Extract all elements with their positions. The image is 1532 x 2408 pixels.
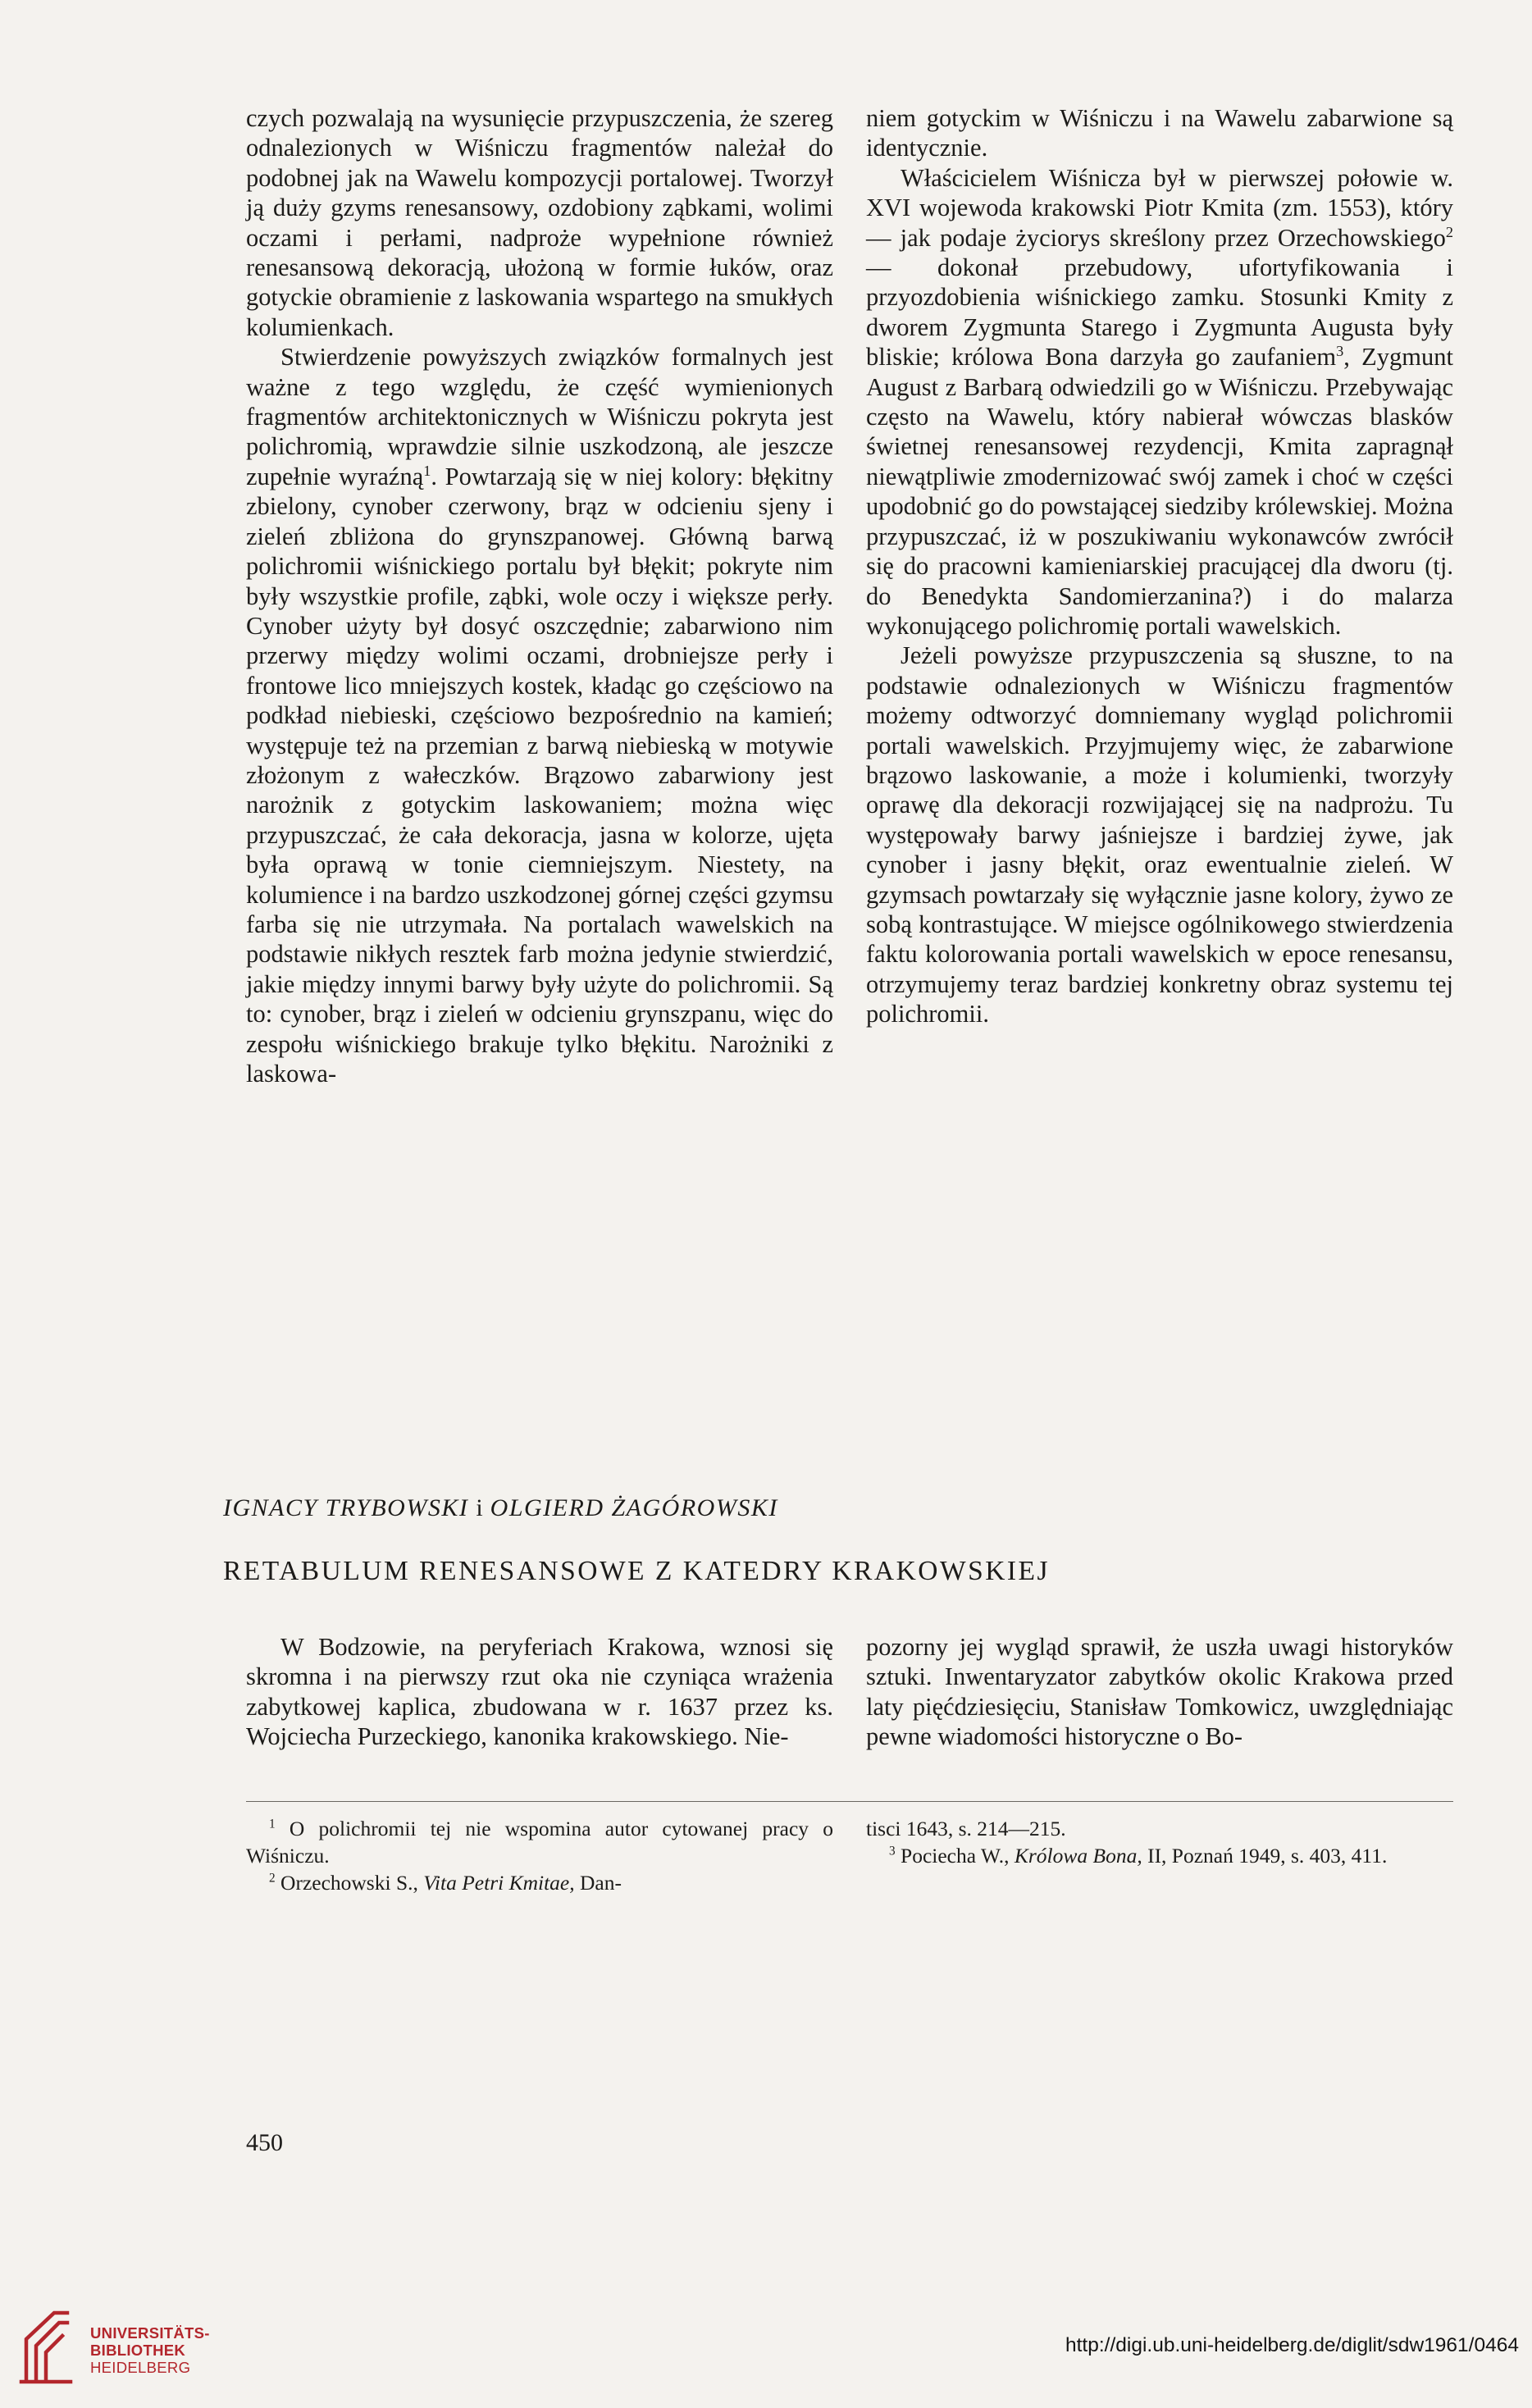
footnote: $^1$ O polichromii tej nie wspomina autor cytowanej pracy o Wiśniczu.: [246, 1817, 833, 1868]
footnotes-right: [866, 1816, 1453, 1870]
text-column-right: [866, 1632, 1453, 1752]
footnote-continuation: tisci 1643, s. 214—215.: [866, 1817, 1066, 1840]
footnote: $^3$ Pociecha W., Królowa Bona, II, Poznań 1949, s. 403, 411.: [889, 1843, 1388, 1868]
digitization-footer: [0, 2293, 1532, 2408]
footnote-ref[interactable]: 3: [1336, 343, 1344, 360]
author-name: OLGIERD ŻAGÓROWSKI: [490, 1494, 778, 1521]
footnote-ref[interactable]: 2: [1445, 223, 1453, 240]
text-column-right: [866, 103, 1453, 1029]
footnote-divider: [246, 1801, 1453, 1802]
text-column-left: [246, 103, 833, 1088]
text-column-left: [246, 1632, 833, 1752]
article-authors: [223, 1494, 778, 1522]
source-url-link[interactable]: http://digi.ub.uni-heidelberg.de/diglit/sdw1961/0464: [1065, 2334, 1519, 2356]
paragraph: Jeżeli powyższe przypuszczenia są słuszne, to na podstawie odnalezionych w Wiśniczu fragmentów możemy odtworzyć domniemany wygląd polichromii portali wawelskich. Przyjmujemy więc, że zabarwione brązowo laskowanie, a może i kolumienki, tworzyły oprawę dla dekoracji rozwijającej się na nadprożu. Tu występowały barwy jaśniejsze i bardziej żywe, jak cynober i jasny błękit, oraz ewentualnie zieleń. W gzymsach powtarzały się wyłącznie jasne kolory, żywo ze sobą kontrastujące. W miejsce ogólnikowego stwierdzenia faktu kolorowania portali wawelskich w epoce renesansu, otrzymujemy teraz bardziej konkretny obraz systemu tej polichromii.: [866, 641, 1453, 1028]
paragraph: niem gotyckim w Wiśniczu i na Wawelu zabarwione są identycznie.: [866, 104, 1453, 162]
footnote: $^2$ Orzechowski S., Vita Petri Kmitae, Dan-: [269, 1870, 622, 1895]
paragraph: Właścicielem Wiśnicza był w pierwszej połowie w. XVI wojewoda krakowski Piotr Kmita (zm. 1553), który — jak podaje życiorys skreślony przez Orzechowskiego$^2$ — dokonał przebudowy, ufortyfikowania i przyozdobienia wiśnickiego zamku. Stosunki Kmity z dworem Zygmunta Starego i Zygmunta Augusta były bliskie; królowa Bona darzyła go zaufaniem$^3$, Zygmunt August z Barbarą odwiedzili go w Wiśniczu. Przebywając często na Wawelu, który nabierał wówczas blasków świetnej renesansowej rezydencji, Kmita zapragnął niewątpliwie zmodernizować swój zamek i choć w części upodobnić go do powstającej siedziby królewskiej. Można przypuszczać, iż w poszukiwaniu wykonawców zwrócił się do pracowni kamieniarskiej pracującej dla dworu (tj. do Benedykta Sandomierzanina?) i do malarza wykonującego polichromię portali wawelskich.: [866, 163, 1453, 640]
library-logo-icon: [18, 2306, 74, 2388]
paragraph: pozorny jej wygląd sprawił, że uszła uwagi historyków sztuki. Inwentaryzator zabytków okolic Krakowa przed laty pięćdziesięciu, Stanisław Tomkowicz, uwzględniając pewne wiadomości historyczne o Bo-: [866, 1633, 1453, 1751]
author-name: IGNACY TRYBOWSKI: [223, 1494, 469, 1521]
author-conjunction: i: [476, 1494, 483, 1521]
paragraph: czych pozwalają na wysunięcie przypuszczenia, że szereg odnalezionych w Wiśniczu fragmentów należał do podobnej jak na Wawelu kompozycji portalowej. Tworzył ją duży gzyms renesansowy, ozdobiony ząbkami, wolimi oczami i perłami, nadproże wypełnione również renesansową dekoracją, ułożoną w formie łuków, oraz gotyckie obramienie z laskowania wspartego na smukłych kolumienkach.: [246, 104, 833, 341]
article-title: RETABULUM RENESANSOWE Z KATEDRY KRAKOWSKIEJ: [223, 1556, 1051, 1586]
footnotes-left: [246, 1816, 833, 1896]
paragraph: Stwierdzenie powyższych związków formalnych jest ważne z tego względu, że część wymienionych fragmentów architektonicznych w Wiśniczu pokryta jest polichromią, wprawdzie silnie uszkodzoną, ale jeszcze zupełnie wyraźną$^1$. Powtarzają się w niej kolory: błękitny zbielony, cynober czerwony, brąz w odcieniu sjeny i zieleń zbliżona do grynszpanowej. Główną barwą polichromii wiśnickiego portalu był błękit; pokryte nim były wszystkie profile, ząbki, wole oczy i większe perły. Cynober użyty był dosyć oszczędnie; zabarwiono nim przerwy między wolimi oczami, drobniejsze perły i frontowe lico mniejszych kostek, kładąc go częściowo na podkład niebieski, częściowo bezpośrednio na kamień; występuje też na przemian z barwą niebieską w motywie złożonym z wałeczków. Brązowo zabarwiony jest narożnik z gotyckim laskowaniem; można więc przypuszczać, że cała dekoracja, jasna w kolorze, ujęta była oprawą w tonie ciemniejszym. Niestety, na kolumience i na bardzo uszkodzonej górnej części gzymsu farba się nie utrzymała. Na portalach wawelskich na podstawie nikłych resztek farb można jedynie stwierdzić, jakie między innymi barwy były użyte do polichromii. Są to: cynober, brąz i zieleń w odcieniu grynszpanu, więc do zespołu wiśnickiego brakuje tylko błękitu. Narożniki z laskowa-: [246, 343, 834, 1088]
library-name: UNIVERSITÄTS- BIBLIOTHEK HEIDELBERG: [90, 2324, 210, 2376]
footnote-ref[interactable]: 1: [423, 462, 431, 479]
page-number: 450: [246, 2129, 283, 2156]
paragraph: W Bodzowie, na peryferiach Krakowa, wznosi się skromna i na pierwszy rzut oka nie czyniąca wrażenia zabytkowej kaplica, zbudowana w r. 1637 przez ks. Wojciecha Purzeckiego, kanonika krakowskiego. Nie-: [246, 1633, 833, 1751]
